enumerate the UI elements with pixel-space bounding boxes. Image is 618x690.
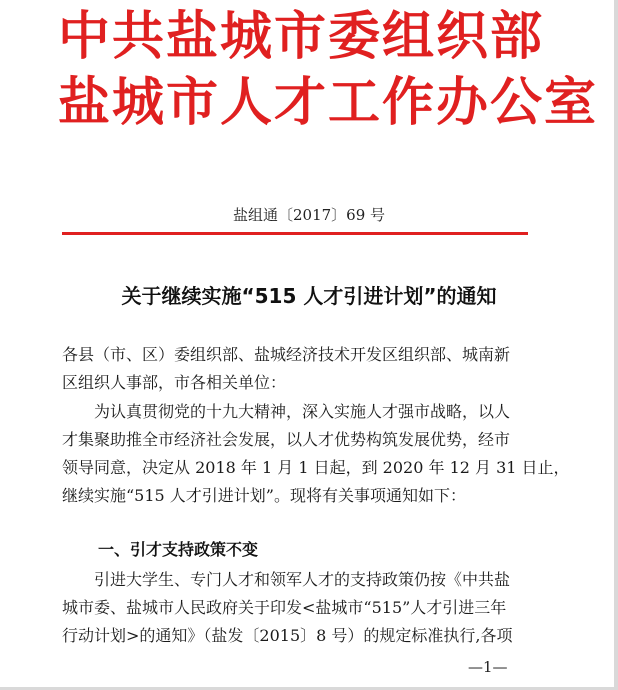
addressee-paragraph	[62, 341, 542, 397]
document-title: 关于继续实施“515 人才引进计划”的通知	[121, 284, 497, 308]
section-heading: 一、引才支持政策不变	[98, 540, 259, 559]
red-divider	[62, 232, 528, 235]
addressee-line: 各县（市、区）委组织部、盐城经济技术开发区组织部、城南新	[62, 345, 511, 364]
header-org-line-2: 盐城市人才工作办公室	[58, 73, 599, 133]
page-edge-shadow	[614, 0, 618, 690]
paragraph-line: 引进大学生、专门人才和领军人才的支持政策仍按《中共盐	[62, 570, 511, 589]
addressee-line: 区组织人事部，市各相关单位：	[62, 373, 287, 392]
page-number: —1—	[468, 658, 508, 676]
paragraph-line: 行动计划>的通知》（盐发〔2015〕8 号）的规定标准执行,各项	[62, 626, 513, 645]
paragraph-line: 领导同意，决定从 2018 年 1 月 1 日起，到 2020 年 12 月 31 日止，	[62, 458, 570, 477]
paragraph-line: 为认真贯彻党的十九大精神，深入实施人才强市战略，以人	[62, 402, 511, 421]
intro-paragraph	[62, 398, 570, 510]
header-org-line-1: 中共盐城市委组织部	[58, 7, 545, 67]
document-number: 盐组通〔2017〕69 号	[232, 206, 386, 224]
paragraph-line: 继续实施“515 人才引进计划”。现将有关事项通知如下：	[62, 486, 466, 505]
paragraph-line: 城市委、盐城市人民政府关于印发<盐城市“515”人才引进三年	[62, 598, 507, 617]
paragraph-line: 才集聚助推全市经济社会发展，以人才优势构筑发展优势，经市	[62, 430, 511, 449]
policy-paragraph	[62, 566, 542, 650]
